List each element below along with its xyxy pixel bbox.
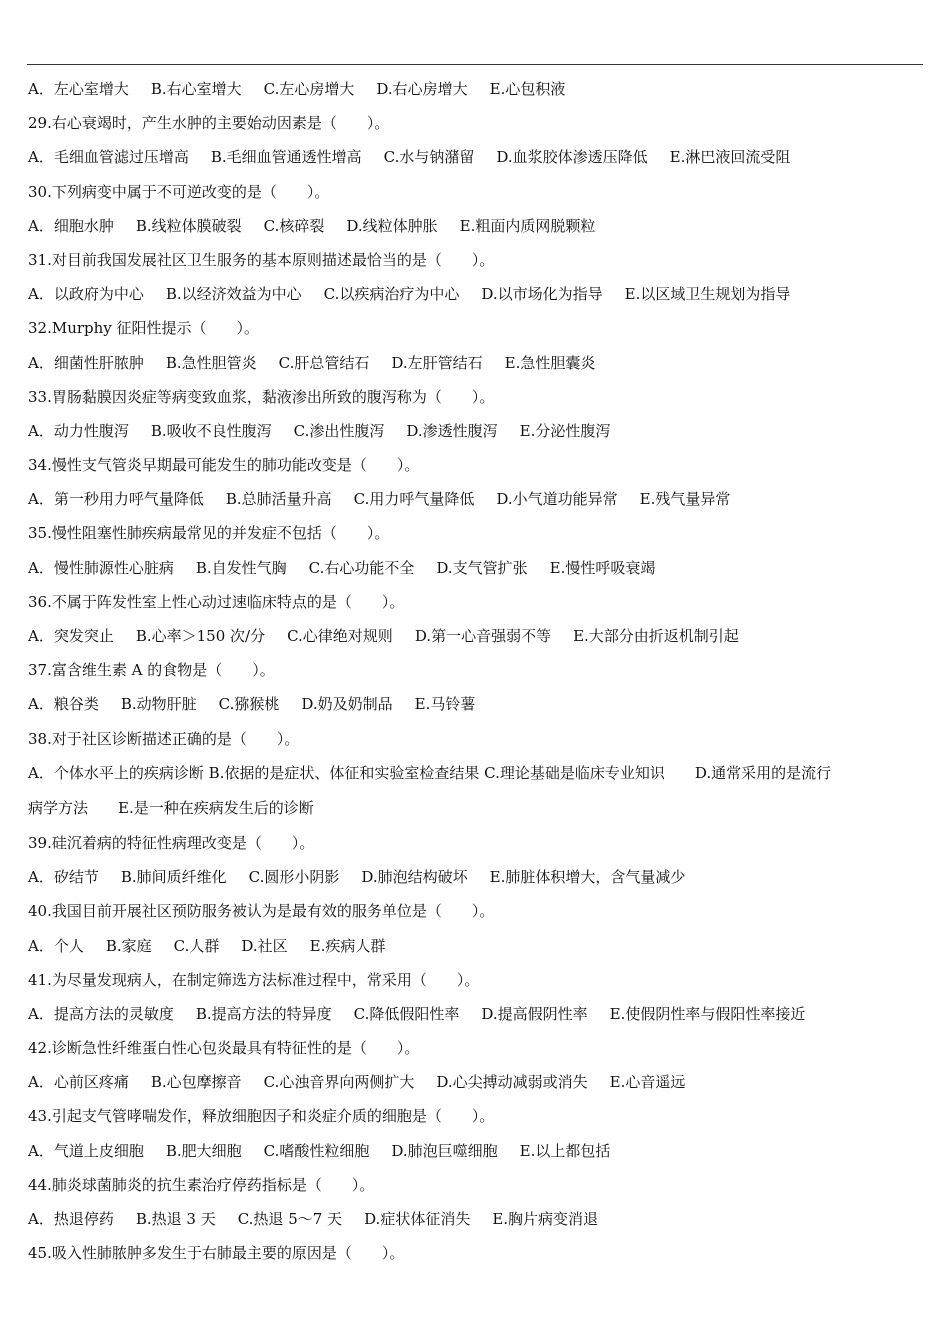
option-item: A．热退停药: [28, 1210, 114, 1228]
options-line: [28, 997, 928, 1031]
option-item: E.胸片病变消退: [492, 1210, 599, 1228]
options-line: [28, 140, 928, 174]
options-line: [28, 1134, 928, 1168]
option-item: D.心尖搏动减弱或消失: [436, 1073, 588, 1092]
header-rule: [27, 64, 923, 65]
option-item: C.人群: [173, 936, 220, 955]
option-item: A．心前区疼痛: [28, 1073, 129, 1092]
option-item: D.症状体征消失: [364, 1210, 471, 1228]
option-item: C.心浊音界向两侧扩大: [263, 1073, 415, 1092]
question-text: 42.诊断急性纤维蛋白性心包炎最具有特征性的是（ ）。: [28, 1039, 420, 1058]
option-item: E.疾病人群: [309, 936, 386, 955]
option-item: B.右心室增大: [150, 80, 242, 98]
option-item: E.分泌性腹泻: [519, 421, 611, 440]
option-item: A．慢性肺源性心脏病: [28, 558, 174, 577]
options-line: [28, 482, 928, 516]
option-item: C.渗出性腹泻: [293, 421, 385, 440]
option-item: A．第一秒用力呼气量降低: [28, 490, 204, 509]
question-text: 38.对于社区诊断描述正确的是（ ）。: [28, 729, 300, 748]
question-text: 35.慢性阻塞性肺疾病最常见的并发症不包括（ ）。: [28, 524, 390, 543]
option-item: E.肺脏体积增大，含气量减少: [489, 868, 686, 887]
question-text: 45.吸入性肺脓肿多发生于右肺最主要的原因是（ ）。: [28, 1244, 405, 1263]
option-item: E.淋巴液回流受阻: [669, 148, 791, 167]
option-item: D.奶及奶制品: [301, 695, 393, 714]
option-item: B.家庭: [105, 936, 152, 955]
option-item: D.线粒体肿胀: [346, 216, 438, 235]
option-item: D.左肝管结石: [391, 353, 483, 372]
question-text: 33.胃肠黏膜因炎症等病变致血浆，黏液渗出所致的腹泻称为（ ）。: [28, 387, 495, 406]
option-item: E.马铃薯: [414, 695, 476, 714]
exam-page: [28, 72, 928, 1270]
option-item: C.水与钠潴留: [383, 148, 475, 167]
option-item: B.吸收不良性腹泻: [150, 421, 272, 440]
options-line: [28, 277, 928, 311]
option-item: C.左心房增大: [263, 80, 355, 98]
options-line: [28, 72, 928, 106]
option-item: C.肝总管结石: [278, 353, 370, 372]
options-line: [28, 1202, 928, 1236]
question-text: 41.为尽量发现病人，在制定筛选方法标准过程中，常采用（ ）。: [28, 970, 480, 989]
question-text: 36.不属于阵发性室上性心动过速临床特点的是（ ）。: [28, 592, 405, 611]
option-item: E.以区域卫生规划为指导: [624, 285, 791, 304]
option-item: D.右心房增大: [376, 80, 468, 98]
options-line: [28, 687, 928, 721]
option-item: B.毛细血管通透性增高: [210, 148, 362, 167]
option-item: D.以市场化为指导: [481, 285, 603, 304]
option-item: E.心包积液: [489, 80, 566, 98]
option-item: D.小气道功能异常: [496, 490, 618, 509]
option-item: E.以上都包括: [519, 1141, 611, 1160]
options-line: [28, 414, 928, 448]
question-text: 30.下列病变中属于不可逆改变的是（ ）。: [28, 182, 330, 201]
option-item: B.以经济效益为中心: [165, 285, 302, 304]
option-item: B.总肺活量升高: [225, 490, 332, 509]
option-item: A．气道上皮细胞: [28, 1141, 144, 1160]
option-item: E.残气量异常: [639, 490, 731, 509]
option-item: E.粗面内质网脱颗粒: [459, 216, 596, 235]
option-item: E.大部分由折返机制引起: [573, 627, 739, 645]
option-item: B.提高方法的特异度: [195, 1004, 332, 1023]
question-text: 32.Murphy 征阳性提示（ ）。: [28, 319, 260, 338]
option-item: D.肺泡结构破坏: [361, 868, 468, 887]
option-item: C.嗜酸性粒细胞: [263, 1141, 370, 1160]
option-item: A．细菌性肝脓肿: [28, 353, 144, 372]
option-item: E.心音遥远: [609, 1073, 686, 1092]
option-item: A．毛细血管滤过压增高: [28, 148, 189, 167]
option-item: B.肺间质纤维化: [120, 868, 227, 887]
question-text: 39.硅沉着病的特征性病理改变是（ ）。: [28, 833, 315, 852]
option-item: D.社区: [241, 936, 288, 955]
option-item: C.右心功能不全: [308, 558, 415, 577]
option-item: A．突发突止: [28, 627, 114, 645]
options-line: [28, 1065, 928, 1099]
option-item: B.急性胆管炎: [165, 353, 257, 372]
option-item: B.线粒体膜破裂: [135, 216, 242, 235]
option-item: A．以政府为中心: [28, 285, 144, 304]
options-line: [28, 929, 928, 963]
question-text: 31.对目前我国发展社区卫生服务的基本原则描述最恰当的是（ ）。: [28, 250, 495, 269]
question-text: 44.肺炎球菌肺炎的抗生素治疗停药指标是（ ）。: [28, 1175, 375, 1194]
option-item: A．细胞水肿: [28, 216, 114, 235]
question-text: 37.富含维生素 A 的食物是（ ）。: [28, 661, 275, 680]
option-item: A．动力性腹泻: [28, 421, 129, 440]
option-item: D.第一心音强弱不等: [414, 627, 552, 645]
option-item: C.核碎裂: [263, 216, 325, 235]
option-item: C.猕猴桃: [218, 695, 280, 714]
option-item: D.提高假阴性率: [481, 1004, 588, 1023]
option-item: E.急性胆囊炎: [504, 353, 596, 372]
option-item: C.用力呼气量降低: [353, 490, 475, 509]
option-item: A．左心室增大: [28, 80, 129, 98]
option-item: B.肥大细胞: [165, 1141, 242, 1160]
question-text: 43.引起支气管哮喘发作，释放细胞因子和炎症介质的细胞是（ ）。: [28, 1107, 495, 1126]
option-item: C.以疾病治疗为中心: [323, 285, 460, 304]
option-item: E.慢性呼吸衰竭: [549, 558, 656, 577]
option-item: C.圆形小阴影: [248, 868, 340, 887]
option-item: D.血浆胶体渗透压降低: [496, 148, 648, 167]
option-item: A．提高方法的灵敏度: [28, 1004, 174, 1023]
question-text: 29.右心衰竭时，产生水肿的主要始动因素是（ ）。: [28, 114, 390, 133]
options-line-continued: 病学方法 E.是一种在疾病发生后的诊断: [28, 798, 314, 817]
question-text: 40.我国目前开展社区预防服务被认为是最有效的服务单位是（ ）。: [28, 902, 495, 921]
option-item: D.渗透性腹泻: [406, 421, 498, 440]
options-line: [28, 209, 928, 243]
option-item: B.心包摩擦音: [150, 1073, 242, 1092]
options-line: [28, 346, 928, 380]
option-item: B.动物肝脏: [120, 695, 197, 714]
option-item: C.心律绝对规则: [287, 627, 393, 645]
options-line: [28, 551, 928, 585]
option-item: A．粮谷类: [28, 695, 99, 714]
option-item: C.降低假阳性率: [353, 1004, 460, 1023]
option-item: B.热退 3 天: [135, 1210, 216, 1228]
option-item: A．矽结节: [28, 868, 99, 887]
question-text: 34.慢性支气管炎早期最可能发生的肺功能改变是（ ）。: [28, 456, 420, 475]
options-line: [28, 619, 928, 653]
options-line: [28, 860, 928, 894]
option-item: A．个人: [28, 936, 84, 955]
option-item: C.热退 5～7 天: [237, 1210, 343, 1228]
option-item: D.肺泡巨噬细胞: [391, 1141, 498, 1160]
option-item: E.使假阴性率与假阳性率接近: [609, 1004, 806, 1023]
option-item: B.心率＞150 次/分: [135, 627, 266, 645]
option-item: D.支气管扩张: [436, 558, 528, 577]
option-item: B.自发性气胸: [195, 558, 287, 577]
options-line: A．个体水平上的疾病诊断 B.依据的是症状、体征和实验室检查结果 C.理论基础是临床专业知识 D.通常采用的是流行: [28, 763, 832, 782]
